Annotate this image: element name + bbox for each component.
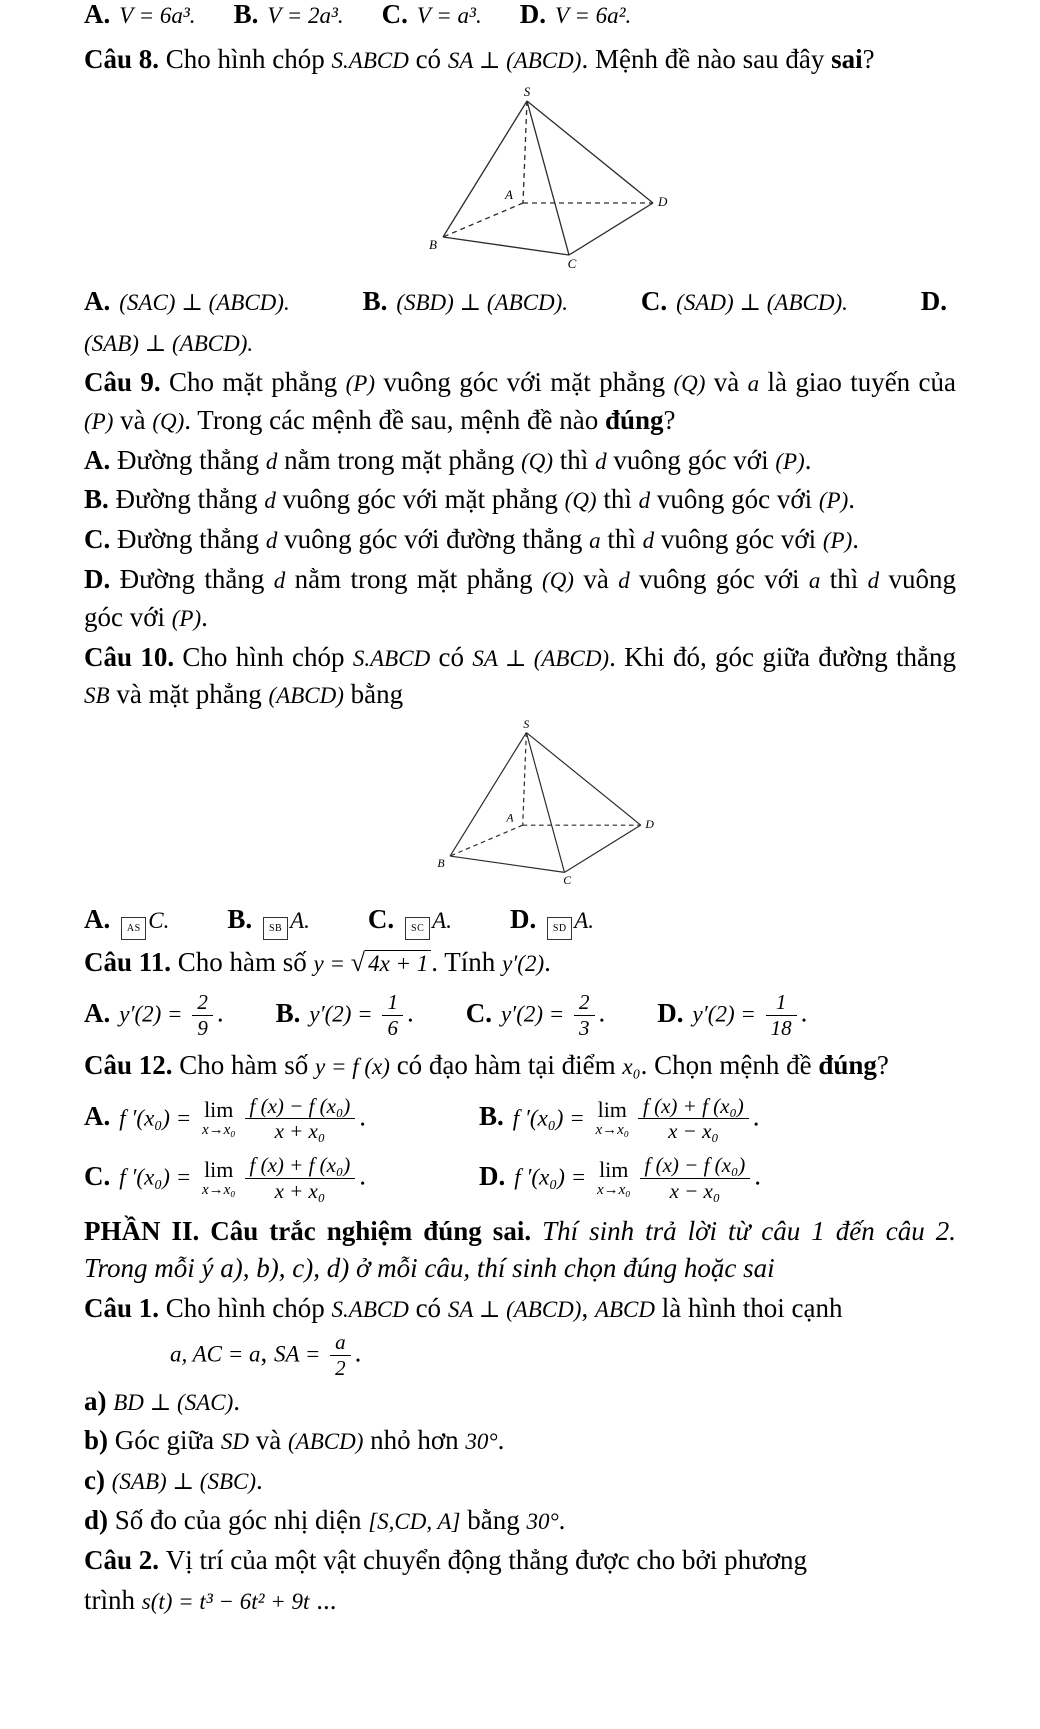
seg-b: sai: [831, 43, 863, 74]
seg-b: Câu 8.: [84, 43, 166, 74]
edge-sa-dashed: [523, 733, 527, 826]
question-9-stem: [84, 364, 956, 440]
seg-t: và: [113, 404, 153, 435]
seg-m: s(t) = t³ − 6t² + 9t: [141, 1588, 310, 1614]
question-8-options: [84, 283, 956, 321]
seg-m: SB: [84, 683, 110, 709]
question-9-option-b: [84, 481, 956, 519]
seg-t: nằm trong mặt phẳng: [277, 444, 522, 475]
seg-m: y = f (x): [315, 1053, 390, 1079]
seg-t: nhỏ hơn: [363, 1425, 466, 1456]
seg-t: Góc giữa: [114, 1425, 221, 1456]
seg-t: Số đo của góc nhị diện: [114, 1504, 369, 1535]
pyramid-figure-q8: [355, 85, 685, 281]
seg-frac: $\frac{\text{f (x) + f (x₀)}}{\text{x − x₀}}$: [638, 1094, 749, 1145]
seg-m: V = 2a³.: [267, 3, 344, 28]
seg-t: nằm trong mặt phẳng: [285, 563, 543, 594]
seg-m: a, AC = a: [170, 1341, 261, 1367]
seg-t: ?: [663, 404, 676, 435]
seg-lbl: D.: [920, 286, 947, 317]
seg-lbl: A.: [84, 903, 111, 934]
seg-m: y′(2) =: [692, 1001, 762, 1027]
seg-t: vuông góc với: [84, 563, 957, 632]
seg-frac: $\frac{1}{18}$: [766, 990, 797, 1041]
edge-sb: [443, 101, 527, 237]
seg-t: .: [752, 1101, 760, 1132]
vertex-label-d: D: [658, 193, 668, 209]
seg-m: (P): [818, 488, 849, 514]
seg-t: có: [430, 641, 473, 672]
seg-t: và: [573, 563, 619, 594]
seg-t: và: [705, 366, 748, 397]
option-d: [510, 901, 594, 941]
seg-lbl: C.: [381, 0, 408, 29]
seg-m: x₀: [622, 1053, 641, 1079]
question-8-stem: [84, 41, 956, 79]
option-b: [227, 901, 310, 941]
seg-m: y′(2) =: [500, 1001, 571, 1027]
seg-t: .: [598, 997, 606, 1028]
seg-frac: $\frac{1}{6}$: [382, 990, 403, 1041]
seg-lbl: D.: [657, 997, 684, 1028]
seg-t: Vị trí của một vật chuyển động thẳng được cho bởi phương: [165, 1544, 807, 1575]
seg-m: a: [747, 370, 760, 396]
seg-box: SB: [263, 917, 288, 940]
seg-t: Cho hình chóp: [165, 43, 332, 74]
option-b: [479, 1094, 956, 1145]
seg-t: Cho hình chóp: [165, 1293, 332, 1324]
seg-m: d: [595, 448, 607, 474]
q1-item-b: [84, 1422, 956, 1460]
seg-b: d): [84, 1504, 115, 1535]
option-c: [368, 901, 452, 941]
seg-m: d: [273, 567, 286, 593]
seg-m: (SAC) ⊥ (ABCD).: [119, 290, 290, 316]
seg-b: đúng: [604, 404, 664, 435]
seg-m: (SAD) ⊥ (ABCD).: [676, 290, 848, 316]
seg-m: 30°: [526, 1508, 559, 1534]
seg-t: .: [754, 1160, 762, 1191]
seg-frac: $\frac{\text{f (x) − f (x₀)}}{\text{x + x₀}}$: [245, 1094, 356, 1145]
seg-m: d: [638, 488, 651, 514]
edge-bc: [443, 237, 569, 255]
seg-lbl: A.: [84, 1101, 111, 1132]
seg-lbl: C.: [465, 997, 492, 1028]
seg-m: y′(2) =: [119, 1001, 189, 1027]
seg-t: trình: [84, 1584, 142, 1615]
seg-b: đúng: [818, 1049, 877, 1080]
question-11-options: [84, 990, 956, 1041]
vertex-label-a: A: [506, 810, 514, 825]
seg-m: A.: [574, 907, 595, 933]
seg-lim: lim x→x₀: [596, 1156, 631, 1198]
seg-b: Câu 12.: [84, 1049, 180, 1080]
seg-m: (P): [84, 408, 114, 434]
seg-lim: lim x→x₀: [201, 1156, 236, 1198]
seg-b: a): [84, 1385, 114, 1416]
question-10-stem: [84, 639, 956, 715]
seg-m: SD: [220, 1429, 249, 1455]
seg-m: d: [265, 448, 278, 474]
seg-t: vuông góc với đường thẳng: [277, 524, 590, 555]
seg-box: AS: [121, 917, 146, 940]
seg-t: thì: [553, 444, 596, 475]
seg-m: A.: [432, 907, 452, 933]
seg-t: Cho hàm số: [179, 1049, 316, 1080]
question-9-option-c: [84, 521, 956, 559]
seg-lbl: B.: [362, 286, 388, 317]
seg-m: d: [618, 567, 630, 593]
seg-m: a: [808, 567, 821, 593]
seg-t: Cho hình chóp: [182, 641, 353, 672]
seg-m: d: [264, 488, 276, 514]
seg-b: D.: [84, 563, 120, 594]
q1-item-d: [84, 1502, 956, 1540]
seg-t: và: [249, 1425, 288, 1456]
seg-t: .: [544, 947, 551, 978]
seg-box: SD: [547, 917, 572, 940]
clipped-bottom-line: [84, 1582, 956, 1615]
option-b: [363, 283, 569, 321]
seg-m: (ABCD): [287, 1429, 364, 1455]
seg-m: f ′(x₀) =: [512, 1105, 591, 1131]
seg-m: SA ⊥ (ABCD): [447, 1297, 582, 1323]
seg-t: .: [256, 1465, 263, 1496]
seg-t: .: [804, 444, 812, 475]
seg-m: SA ⊥ (ABCD): [472, 645, 610, 671]
seg-m: (P): [822, 528, 853, 554]
seg-t: ?: [862, 43, 875, 74]
q1-item-a: [84, 1383, 956, 1421]
vertex-label-d: D: [645, 817, 654, 832]
option-c: [466, 990, 606, 1041]
edge-sc: [527, 101, 569, 255]
option-d: [479, 1153, 956, 1204]
seg-lim: lim x→x₀: [595, 1097, 630, 1139]
seg-t: vuông góc với mặt phẳng: [374, 366, 674, 397]
seg-t: thì: [820, 563, 868, 594]
seg-t: Đường thẳng: [119, 563, 274, 594]
seg-m: y′(2) =: [309, 1001, 379, 1027]
seg-m: V = 6a².: [554, 3, 632, 28]
q1-item-c: [84, 1462, 956, 1500]
seg-b: PHẦN II. Câu trắc nghiệm đúng sai.: [84, 1215, 543, 1246]
seg-b: B.: [84, 484, 116, 515]
seg-t: .: [359, 1160, 367, 1191]
seg-t: .: [216, 997, 224, 1028]
seg-m: (Q): [152, 408, 185, 434]
seg-m: f ′(x₀) =: [119, 1105, 197, 1131]
option-d: [657, 990, 807, 1041]
seg-m: (SBD) ⊥ (ABCD).: [396, 290, 569, 316]
seg-lbl: C.: [367, 903, 395, 934]
question-10-options: [84, 901, 956, 941]
question-12-options-row-2: [84, 1153, 956, 1204]
seg-t: . Chọn mệnh đề: [640, 1049, 819, 1080]
seg-t: vuông góc với: [654, 524, 823, 555]
seg-m: S.ABCD: [331, 1297, 409, 1323]
clipped-bottom-text: [84, 1582, 956, 1620]
seg-m: BD ⊥ (SAC): [113, 1389, 234, 1415]
pyramid-svg-q10: [370, 718, 670, 886]
vertex-label-c: C: [567, 255, 577, 271]
question-9-option-a: [84, 442, 956, 480]
seg-i: Thí sinh trả lời từ câu 1 đến câu 2. Trong mỗi ý a), b), c), d) ở mỗi câu, thí sinh chọn đúng hoặc sai: [84, 1215, 956, 1284]
seg-m: (P): [345, 370, 375, 396]
option-a: [84, 0, 196, 34]
seg-m: (SAB) ⊥ (ABCD).: [84, 331, 254, 357]
seg-m: A.: [290, 907, 310, 933]
question-12-stem: [84, 1047, 956, 1085]
edge-sa-dashed: [523, 101, 527, 203]
part-2-heading: [84, 1213, 956, 1289]
seg-m: d: [265, 528, 278, 554]
seg-m: (Q): [673, 370, 706, 396]
seg-t: .: [848, 484, 855, 515]
seg-m: (ABCD): [268, 683, 344, 709]
seg-t: vuông góc với: [606, 444, 776, 475]
seg-t: .: [354, 1337, 362, 1368]
option-b: [276, 990, 414, 1041]
seg-lbl: A.: [84, 0, 111, 29]
seg-b: b): [84, 1425, 115, 1456]
seg-t: . Khi đó, góc giữa đường thẳng: [609, 641, 957, 672]
option-a: [84, 1094, 479, 1145]
question-11-stem: [84, 944, 956, 982]
seg-frac: $\frac{2}{9}$: [192, 990, 213, 1041]
seg-sqrt: √ 4x + 1: [351, 951, 432, 976]
seg-t: Đường thẳng: [117, 444, 266, 475]
vertex-label-s: S: [523, 717, 530, 732]
seg-t: Đường thẳng: [117, 524, 266, 555]
seg-t: .: [406, 997, 414, 1028]
seg-t: .: [201, 601, 208, 632]
option-c: [641, 283, 848, 321]
vertex-label-b: B: [429, 236, 437, 252]
seg-b: Câu 1.: [84, 1293, 166, 1324]
vertex-label-b: B: [437, 856, 445, 871]
seg-t: .: [359, 1101, 367, 1132]
seg-lbl: B.: [227, 903, 253, 934]
seg-lbl: C.: [640, 286, 668, 317]
part2-question-1-givens: [84, 1330, 956, 1381]
seg-t: ,: [260, 1337, 274, 1368]
seg-t: ...: [309, 1584, 337, 1615]
seg-t: ?: [876, 1049, 889, 1080]
seg-m: (Q): [542, 567, 574, 593]
edge-cd: [569, 203, 653, 255]
seg-b: A.: [84, 444, 117, 475]
seg-m: (Q): [521, 448, 554, 474]
seg-b: c): [84, 1465, 112, 1496]
vertex-label-s: S: [523, 83, 531, 99]
seg-t: .: [800, 997, 808, 1028]
seg-m: SA ⊥ (ABCD): [447, 47, 582, 73]
option-a: [84, 283, 290, 321]
seg-t: bằng: [343, 679, 404, 710]
seg-lbl: C.: [84, 1160, 111, 1191]
seg-lbl: B.: [479, 1101, 504, 1132]
option-d: [520, 0, 632, 34]
seg-m: 30°: [465, 1429, 498, 1455]
option-d: [921, 283, 956, 321]
seg-m: f ′(x₀) =: [119, 1164, 197, 1190]
seg-t: . Mệnh đề nào sau đây: [581, 43, 832, 74]
clipped-answer-row: [84, 0, 956, 34]
pyramid-figure-q10: [370, 718, 670, 897]
seg-b: Câu 2.: [84, 1544, 166, 1575]
seg-t: thì: [600, 524, 643, 555]
seg-lbl: D.: [519, 0, 546, 29]
seg-t: . Tính: [431, 947, 503, 978]
seg-m: y′(2): [502, 951, 545, 977]
seg-t: .: [497, 1425, 505, 1456]
edge-cd: [564, 825, 640, 872]
seg-t: vuông góc với: [650, 484, 819, 515]
question-12-options-row-1: [84, 1094, 956, 1145]
option-c: [382, 0, 482, 34]
vertex-label-c: C: [563, 873, 572, 888]
seg-m: f ′(x₀) =: [514, 1164, 592, 1190]
seg-m: a: [589, 528, 601, 554]
seg-m: V = 6a³.: [119, 3, 196, 28]
seg-t: . Trong các mệnh đề sau, mệnh đề nào: [184, 404, 605, 435]
edge-sd: [527, 101, 653, 203]
option-c: [84, 1153, 479, 1204]
seg-t: .: [233, 1385, 240, 1416]
seg-lbl: A.: [84, 286, 111, 317]
seg-t: bằng: [460, 1504, 527, 1535]
vertex-label-a: A: [505, 186, 513, 202]
seg-m: (P): [775, 448, 805, 474]
seg-b: Câu 10.: [84, 641, 183, 672]
seg-frac: $\frac{2}{3}$: [574, 990, 595, 1041]
seg-m: (P): [171, 605, 202, 631]
seg-b: Câu 9.: [84, 366, 170, 397]
seg-m: C.: [148, 907, 170, 933]
edge-sb: [450, 733, 526, 857]
option-a: [84, 901, 169, 941]
option-b: [234, 0, 344, 34]
part2-question-1-stem: [84, 1290, 956, 1328]
seg-m: V = a³.: [416, 3, 482, 28]
seg-t: là giao tuyến của: [759, 366, 957, 397]
seg-lbl: A.: [84, 997, 111, 1028]
edge-ab-dashed: [443, 203, 523, 237]
edge-bc: [450, 856, 564, 872]
seg-box: SC: [405, 917, 430, 940]
edge-ab-dashed: [450, 825, 523, 856]
seg-m: ABCD: [594, 1297, 656, 1323]
edge-sc: [526, 733, 564, 873]
seg-t: Cho mặt phẳng: [169, 366, 346, 397]
seg-m: (SAB) ⊥ (SBC): [111, 1469, 256, 1495]
seg-m: S.ABCD: [352, 645, 431, 671]
seg-t: ,: [581, 1293, 595, 1324]
question-8-option-d-wrap: [84, 324, 956, 362]
pyramid-svg-q8: [355, 85, 685, 270]
seg-lbl: B.: [275, 997, 301, 1028]
seg-lbl: D.: [479, 1160, 506, 1191]
seg-m: d: [867, 567, 880, 593]
seg-t: .: [558, 1504, 566, 1535]
seg-t: .: [852, 524, 859, 555]
question-9-option-d: [84, 561, 956, 637]
seg-t: và mặt phẳng: [109, 679, 269, 710]
seg-m: y =: [313, 951, 351, 977]
seg-lbl: B.: [233, 0, 259, 29]
seg-t: là hình thoi cạnh: [655, 1293, 843, 1324]
seg-t: Đường thẳng: [115, 484, 265, 515]
seg-m: d: [642, 528, 655, 554]
seg-t: có: [408, 43, 448, 74]
seg-lbl: D.: [509, 903, 537, 934]
seg-b: Câu 11.: [84, 947, 178, 978]
seg-m: S.ABCD: [331, 47, 409, 73]
seg-b: C.: [84, 524, 117, 555]
option-a: [84, 990, 224, 1041]
seg-frac: $\frac{a}{2}$: [330, 1330, 351, 1381]
seg-m: SA =: [274, 1341, 327, 1367]
seg-t: thì: [596, 484, 639, 515]
seg-lim: lim x→x₀: [201, 1097, 236, 1139]
seg-frac: $\frac{\text{f (x) + f (x₀)}}{\text{x + x₀}}$: [245, 1153, 356, 1204]
seg-m: (Q): [564, 488, 597, 514]
seg-t: vuông góc với: [629, 563, 809, 594]
part2-question-2-stem: [84, 1542, 956, 1580]
edge-sd: [526, 733, 640, 826]
seg-frac: $\frac{\text{f (x) − f (x₀)}}{\text{x − x₀}}$: [640, 1153, 751, 1204]
seg-t: có đạo hàm tại điểm: [389, 1049, 623, 1080]
seg-t: Cho hàm số: [177, 947, 314, 978]
seg-t: vuông góc với mặt phẳng: [275, 484, 565, 515]
seg-t: có: [408, 1293, 448, 1324]
seg-m: [S,CD, A]: [368, 1508, 461, 1534]
